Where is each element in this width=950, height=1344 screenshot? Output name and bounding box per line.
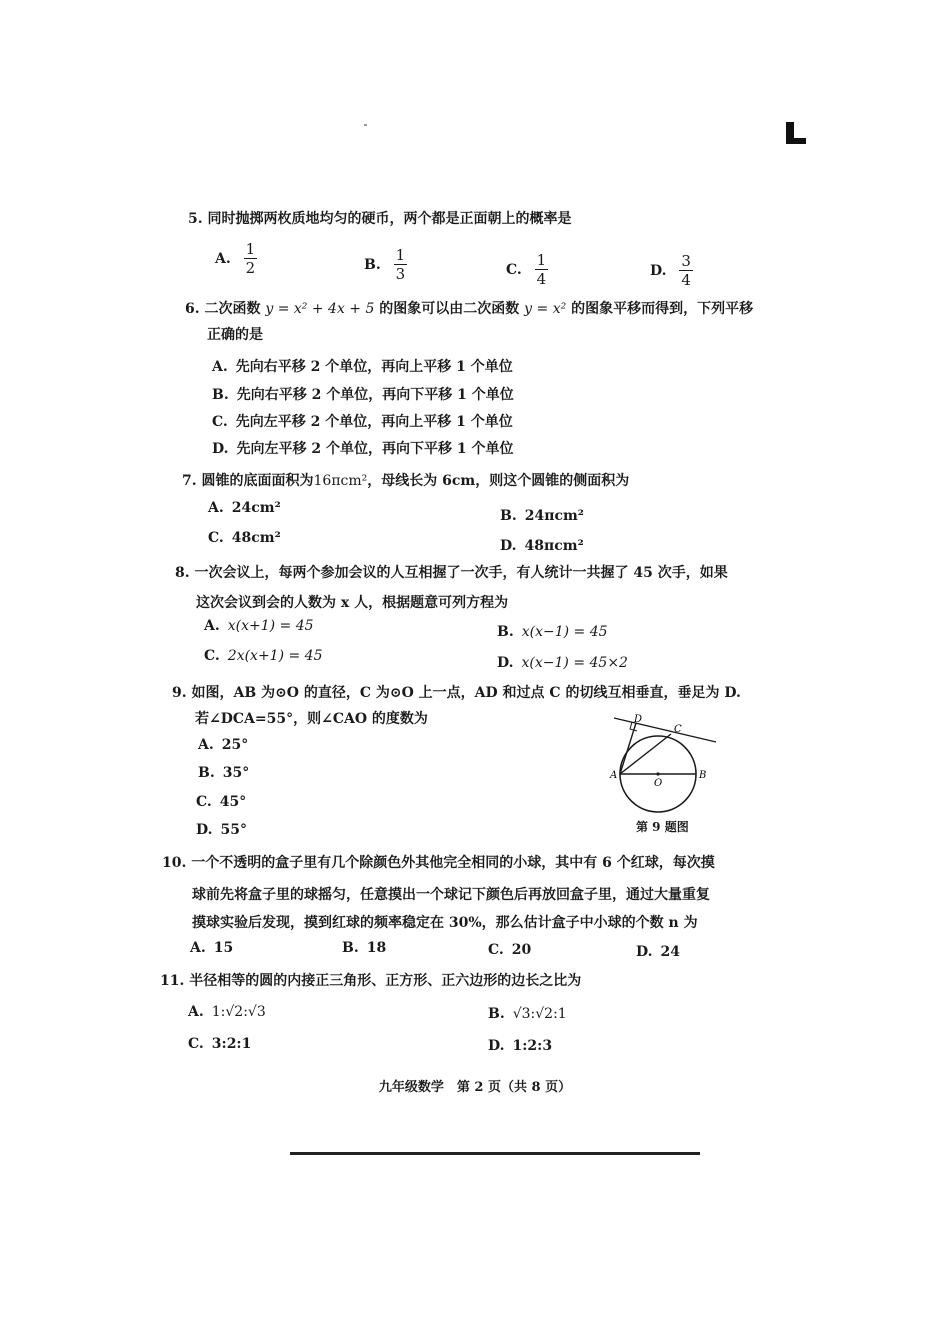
question-6-stem: 6. 二次函数 y = x² + 4x + 5 的图象可以由二次函数 y = x² 的图象平移而得到，下列平移 (185, 301, 754, 317)
label-o: O (654, 778, 663, 789)
q5-option-c: C. $\frac{1}{4}$ (506, 251, 547, 288)
question-10-stem-line2: 球前先将盒子里的球摇匀，任意摸出一个球记下颜色后再放回盒子里，通过大量重复 (192, 887, 710, 903)
label-b: B (699, 770, 707, 781)
q8-option-c: C. 2x(x+1) = 45 (204, 648, 323, 664)
q7-option-a: A. 24cm² (208, 500, 281, 516)
segment-ac (620, 734, 671, 774)
circle-tangent-figure (606, 712, 726, 817)
center-point (656, 772, 659, 775)
q11-option-a: A. 1:√2:√3 (188, 1004, 266, 1020)
q8-option-a: A. x(x+1) = 45 (204, 618, 314, 634)
q11-option-b: B. √3:√2:1 (488, 1006, 567, 1022)
question-8-stem: 8. 一次会议上，每两个参加会议的人互相握了一次手，有人统计一共握了 45 次手，如果 (175, 565, 728, 581)
question-5-stem (188, 208, 572, 228)
q10-option-b: B. 18 (342, 940, 387, 956)
label-d: D (634, 714, 643, 725)
q6-option-d: D. 先向左平移 2 个单位，再向下平移 1 个单位 (212, 441, 514, 457)
fraction: $\frac{3}{4}$ (681, 252, 691, 289)
figure-caption: 第 9 题图 (636, 820, 689, 834)
corner-registration-mark (786, 122, 806, 144)
question-9-stem: 9. 如图，AB 为⊙O 的直径，C 为⊙O 上一点，AD 和过点 C 的切线互相垂直，垂足为 D. (172, 685, 741, 701)
function-expression: y = x² (524, 301, 567, 317)
q11-option-d: D. 1:2:3 (488, 1038, 553, 1054)
page-footer: 九年级数学 第 2 页（共 8 页） (378, 1080, 572, 1095)
question-8-stem-line2: 这次会议到会的人数为 x 人，根据题意可列方程为 (196, 595, 509, 611)
fraction: $\frac{1}{4}$ (536, 251, 547, 288)
q8-option-b: B. x(x−1) = 45 (497, 624, 608, 640)
q11-option-c: C. 3:2:1 (188, 1036, 252, 1052)
question-6-stem-line2: 正确的是 (207, 327, 263, 343)
q9-option-d: D. 55° (196, 822, 247, 838)
question-number: 5. (188, 211, 203, 227)
question-11-stem: 11. 半径相等的圆的内接正三角形、正方形、正六边形的边长之比为 (160, 973, 582, 989)
q6-option-b: B. 先向右平移 2 个单位，再向下平移 1 个单位 (212, 387, 514, 403)
q7-option-c: C. 48cm² (208, 530, 281, 546)
question-10-stem-line3: 摸球实验后发现，摸到红球的频率稳定在 30%，那么估计盒子中小球的个数 n 为 (192, 915, 698, 931)
q5-option-a: A. $\frac{1}{2}$ (215, 240, 256, 277)
q10-option-c: C. 20 (488, 942, 532, 958)
q9-option-c: C. 45° (196, 794, 247, 810)
label-c: C (674, 724, 682, 735)
q9-option-a: A. 25° (198, 737, 249, 753)
label-a: A (610, 770, 618, 781)
question-9-stem-line2: 若∠DCA=55°，则∠CAO 的度数为 (195, 711, 428, 727)
q9-option-b: B. 35° (198, 765, 250, 781)
question-text: 同时抛掷两枚质地均匀的硬币，两个都是正面朝上的概率是 (207, 211, 572, 227)
q7-option-b: B. 24πcm² (500, 508, 584, 524)
function-expression: y = x² + 4x + 5 (265, 301, 375, 317)
q8-option-d: D. x(x−1) = 45×2 (497, 655, 628, 671)
q6-option-c: C. 先向左平移 2 个单位，再向上平移 1 个单位 (212, 414, 513, 430)
question-10-stem: 10. 一个不透明的盒子里有几个除颜色外其他完全相同的小球，其中有 6 个红球，每次摸 (162, 855, 715, 871)
q6-option-a: A. 先向右平移 2 个单位，再向上平移 1 个单位 (212, 359, 513, 375)
q10-option-a: A. 15 (190, 940, 234, 956)
segment-ad (620, 723, 636, 774)
q5-option-d: D. $\frac{3}{4}$ (650, 252, 691, 289)
scan-speck (364, 124, 367, 126)
question-7-stem: 7. 圆锥的底面面积为16πcm²，母线长为 6cm，则这个圆锥的侧面积为 (182, 473, 630, 489)
q10-option-d: D. 24 (636, 944, 680, 960)
q7-option-d: D. 48πcm² (500, 538, 584, 554)
fraction: $\frac{1}{2}$ (245, 240, 256, 277)
fraction: $\frac{1}{3}$ (395, 246, 406, 283)
q5-option-b: B. $\frac{1}{3}$ (364, 246, 406, 283)
bottom-divider (290, 1152, 700, 1155)
